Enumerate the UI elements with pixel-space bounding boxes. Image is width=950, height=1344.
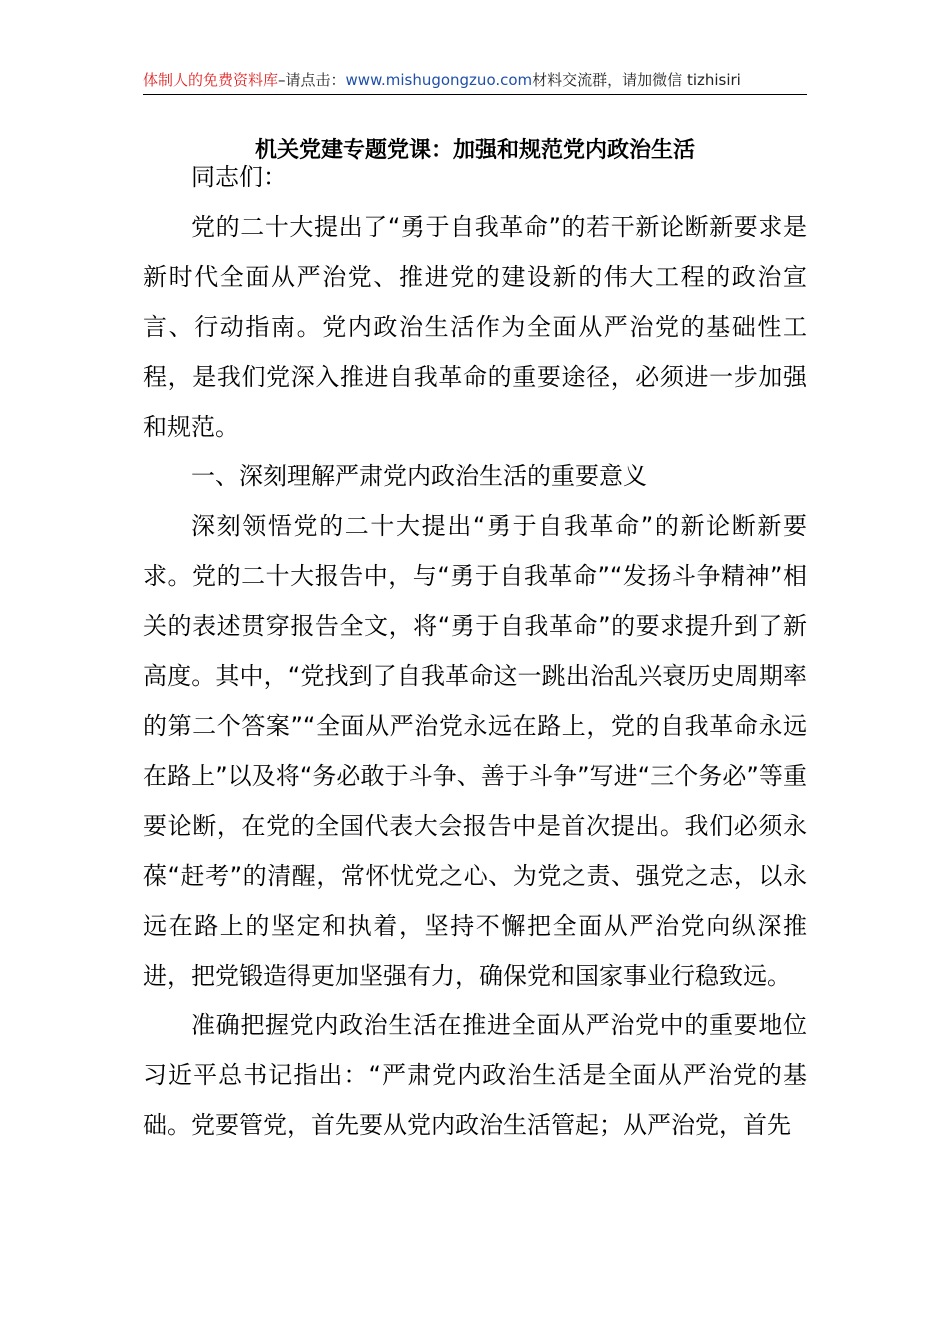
paragraph-section-1b: 准确把握党内政治生活在推进全面从严治党中的重要地位习近平总书记指出：“严肃党内政治生活是全面从严治党的基础。党要管党，首先要从党内政治生活管起；从严治党，首先 — [143, 1011, 807, 1140]
document-title: 机关党建专题党课：加强和规范党内政治生活 — [254, 138, 695, 163]
header-prompt: –请点击： — [278, 71, 346, 89]
page-header — [143, 66, 807, 95]
section-heading-1: 一、深刻理解严肃党内政治生活的重要意义 — [191, 462, 647, 491]
header-contact: 材料交流群，请加微信 tizhisiri — [532, 71, 741, 89]
header-url-link[interactable]: www.mishugongzuo.com — [345, 71, 533, 89]
greeting: 同志们： — [191, 163, 287, 191]
header-site-name: 体制人的免费资料库 — [143, 71, 279, 89]
document-body — [143, 153, 807, 1151]
paragraph-section-1a: 深刻领悟党的二十大提出“勇于自我革命”的新论断新要求。党的二十大报告中，与“勇于自我革命”“发扬斗争精神”相关的表述贯穿报告全文，将“勇于自我革命”的要求提升到了新高度。其中，“党找到了自我革命这一跳出治乱兴衰历史周期率的第二个答案”“全面从严治党永远在路上，党的自我革命永远在路上”以及将“务必敢于斗争、善于斗争”写进“三个务必”等重要论断，在党的全国代表大会报告中是首次提出。我们必须永葆“赶考”的清醒，常怀忧党之心、为党之责、强党之志，以永远在路上的坚定和执着，坚持不懈把全面从严治党向纵深推进，把党锻造得更加坚强有力，确保党和国家事业行稳致远。 — [143, 512, 807, 990]
paragraph-intro: 党的二十大提出了“勇于自我革命”的若干新论断新要求是新时代全面从严治党、推进党的建设新的伟大工程的政治宣言、行动指南。党内政治生活作为全面从严治党的基础性工程，是我们党深入推进自我革命的重要途径，必须进一步加强和规范。 — [143, 212, 807, 441]
